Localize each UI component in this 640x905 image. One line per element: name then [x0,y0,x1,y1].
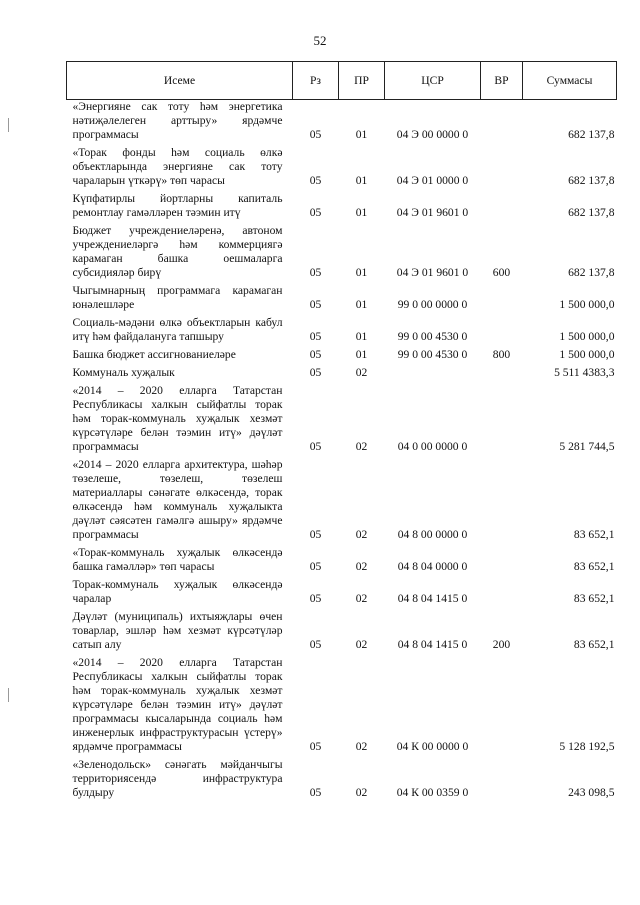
header-name: Исеме [67,62,293,100]
row-sum: 682 137,8 [568,174,615,187]
row-name: «Зеленодольск» сәнәгать мәйданчыгы территориясендә инфраструктура булдыру [72,758,283,799]
header-pr: ПР [339,62,385,100]
table-row [67,458,617,546]
row-vr [481,656,523,758]
row-name: Бюджет учреждениеләренә, автоном учреждениеләргә һәм коммерциягә карамаган башка оешмаларга субсидияләр бирү [72,224,283,279]
row-rz: 05 [309,786,322,799]
row-rz: 05 [309,592,322,605]
row-vr: 200 [492,638,511,651]
row-vr [481,384,523,458]
row-name: Чыгымнарның программага карамаган юнәлешләре [72,284,283,311]
row-rz: 05 [309,348,322,361]
row-name: Дәүләт (муниципаль) ихтыяҗлары өчен товарлар, эшләр һәм хезмәт күрсәтүләр сатып алу [72,610,283,651]
row-name: «Торак-коммуналь хуҗалык өлкәсендә башка гамәлләр» төп чарасы [72,546,283,573]
row-sum: 83 652,1 [573,560,615,573]
row-pr: 02 [355,638,368,651]
row-sum: 1 500 000,0 [559,348,615,361]
table-row [67,284,617,316]
table-row [67,546,617,578]
table-row [67,224,617,284]
row-pr: 01 [355,128,368,141]
row-csr: 04 8 04 1415 0 [397,638,468,651]
row-csr: 04 К 00 0359 0 [396,786,469,799]
row-sum: 243 098,5 [568,786,615,799]
page-number: 52 [313,33,327,48]
row-pr: 02 [355,786,368,799]
row-rz: 05 [309,560,322,573]
row-pr: 01 [355,174,368,187]
row-vr [481,284,523,316]
row-rz: 05 [309,638,322,651]
row-vr [481,546,523,578]
row-csr: 99 0 00 0000 0 [397,298,468,311]
row-rz: 05 [309,128,322,141]
table-row [67,348,617,366]
table-row [67,100,617,147]
row-csr: 99 0 00 4530 0 [397,348,468,361]
row-sum: 5 281 744,5 [559,440,615,453]
row-rz: 05 [309,206,322,219]
row-vr [481,146,523,192]
row-vr [481,192,523,224]
row-pr: 01 [355,266,368,279]
row-pr: 02 [355,528,368,541]
row-vr [481,366,523,384]
row-vr [481,100,523,147]
row-pr: 01 [355,348,368,361]
row-rz: 05 [309,740,322,753]
table-row [67,384,617,458]
row-sum: 1 500 000,0 [559,330,615,343]
row-name: «2014 – 2020 елларга архитектура, шәһәр төзелеше, төзелеш, төзелеш материаллары сәнәгате өлкәсендә, торак өлкәсендә һәм коммуналь хуҗалыкта дәүләт сәясәтен гамәлгә ашыру» ярдәмче программасы [72,458,283,541]
table-row [67,610,617,656]
table-header-row [67,62,617,100]
row-vr [481,316,523,348]
header-csr: ЦСР [385,62,481,100]
row-name: Социаль-мәдәни өлкә объектларын кабул итү һәм файдалануга тапшыру [72,316,283,343]
row-name: Күпфатирлы йортларны капиталь ремонтлау гамәлләрен тәэмин итү [72,192,283,219]
row-rz: 05 [309,298,322,311]
row-sum: 83 652,1 [573,638,615,651]
header-rz: Рз [293,62,339,100]
row-pr: 01 [355,298,368,311]
row-rz: 05 [309,528,322,541]
row-pr: 01 [355,206,368,219]
scan-mark [8,688,9,702]
table-row [67,656,617,758]
table-row [67,192,617,224]
row-csr: 04 Э 01 9601 0 [396,206,469,219]
row-sum: 83 652,1 [573,528,615,541]
row-csr: 04 Э 00 0000 0 [396,128,469,141]
row-vr: 800 [492,348,511,361]
row-vr: 600 [492,266,511,279]
row-csr: 04 8 04 0000 0 [397,560,468,573]
row-csr: 04 8 04 1415 0 [397,592,468,605]
table-row [67,146,617,192]
row-name: «Торак фонды һәм социаль өлкә объектларында энергияне сак тоту чараларын үткәрү» төп чарасы [72,146,283,187]
row-csr: 04 Э 01 0000 0 [396,174,469,187]
row-csr: 04 К 00 0000 0 [396,740,469,753]
row-rz: 05 [309,440,322,453]
row-pr: 02 [355,592,368,605]
row-sum: 5 511 4383,3 [554,366,615,379]
row-rz: 05 [309,174,322,187]
row-name: «2014 – 2020 елларга Татарстан Республикасы халкын сыйфатлы торак һәм торак-коммуналь хуҗалык хезмәт күрсәтүләре белән тәэмин итү» дәүләт программасы кысаларында социаль һәм инженерлык инфраструктурасын үстерү» ярдәмче программасы [72,656,283,753]
table-row [67,366,617,384]
row-sum: 83 652,1 [573,592,615,605]
scan-mark [8,118,9,132]
budget-table [66,61,617,804]
row-rz: 05 [309,330,322,343]
row-sum: 5 128 192,5 [559,740,615,753]
row-rz: 05 [309,366,322,379]
row-rz: 05 [309,266,322,279]
row-name: Торак-коммуналь хуҗалык өлкәсендә чаралар [72,578,283,605]
row-pr: 01 [355,330,368,343]
table-row [67,316,617,348]
row-pr: 02 [355,366,368,379]
row-csr: 04 Э 01 9601 0 [396,266,469,279]
row-name: Башка бюджет ассигнованиеләре [72,348,236,361]
row-sum: 682 137,8 [568,266,615,279]
row-csr: 04 0 00 0000 0 [397,440,468,453]
table-row [67,758,617,804]
row-name: «Энергияне сак тоту һәм энергетика нәтиҗәлелеген арттыру» ярдәмче программасы [72,100,283,141]
header-sum: Суммасы [523,62,617,100]
row-name: Коммуналь хуҗалык [72,366,175,379]
row-csr [385,366,481,384]
table-row [67,578,617,610]
row-csr: 04 8 00 0000 0 [397,528,468,541]
row-sum: 682 137,8 [568,206,615,219]
header-vr: ВР [481,62,523,100]
row-vr [481,758,523,804]
row-vr [481,578,523,610]
row-pr: 02 [355,440,368,453]
row-pr: 02 [355,560,368,573]
row-name: «2014 – 2020 елларга Татарстан Республикасы халкын сыйфатлы торак һәм торак-коммуналь хуҗалык хезмәт күрсәтүләре белән тәэмин итү» дәүләт программасы [72,384,283,453]
row-sum: 682 137,8 [568,128,615,141]
row-pr: 02 [355,740,368,753]
row-vr [481,458,523,546]
row-sum: 1 500 000,0 [559,298,615,311]
row-csr: 99 0 00 4530 0 [397,330,468,343]
